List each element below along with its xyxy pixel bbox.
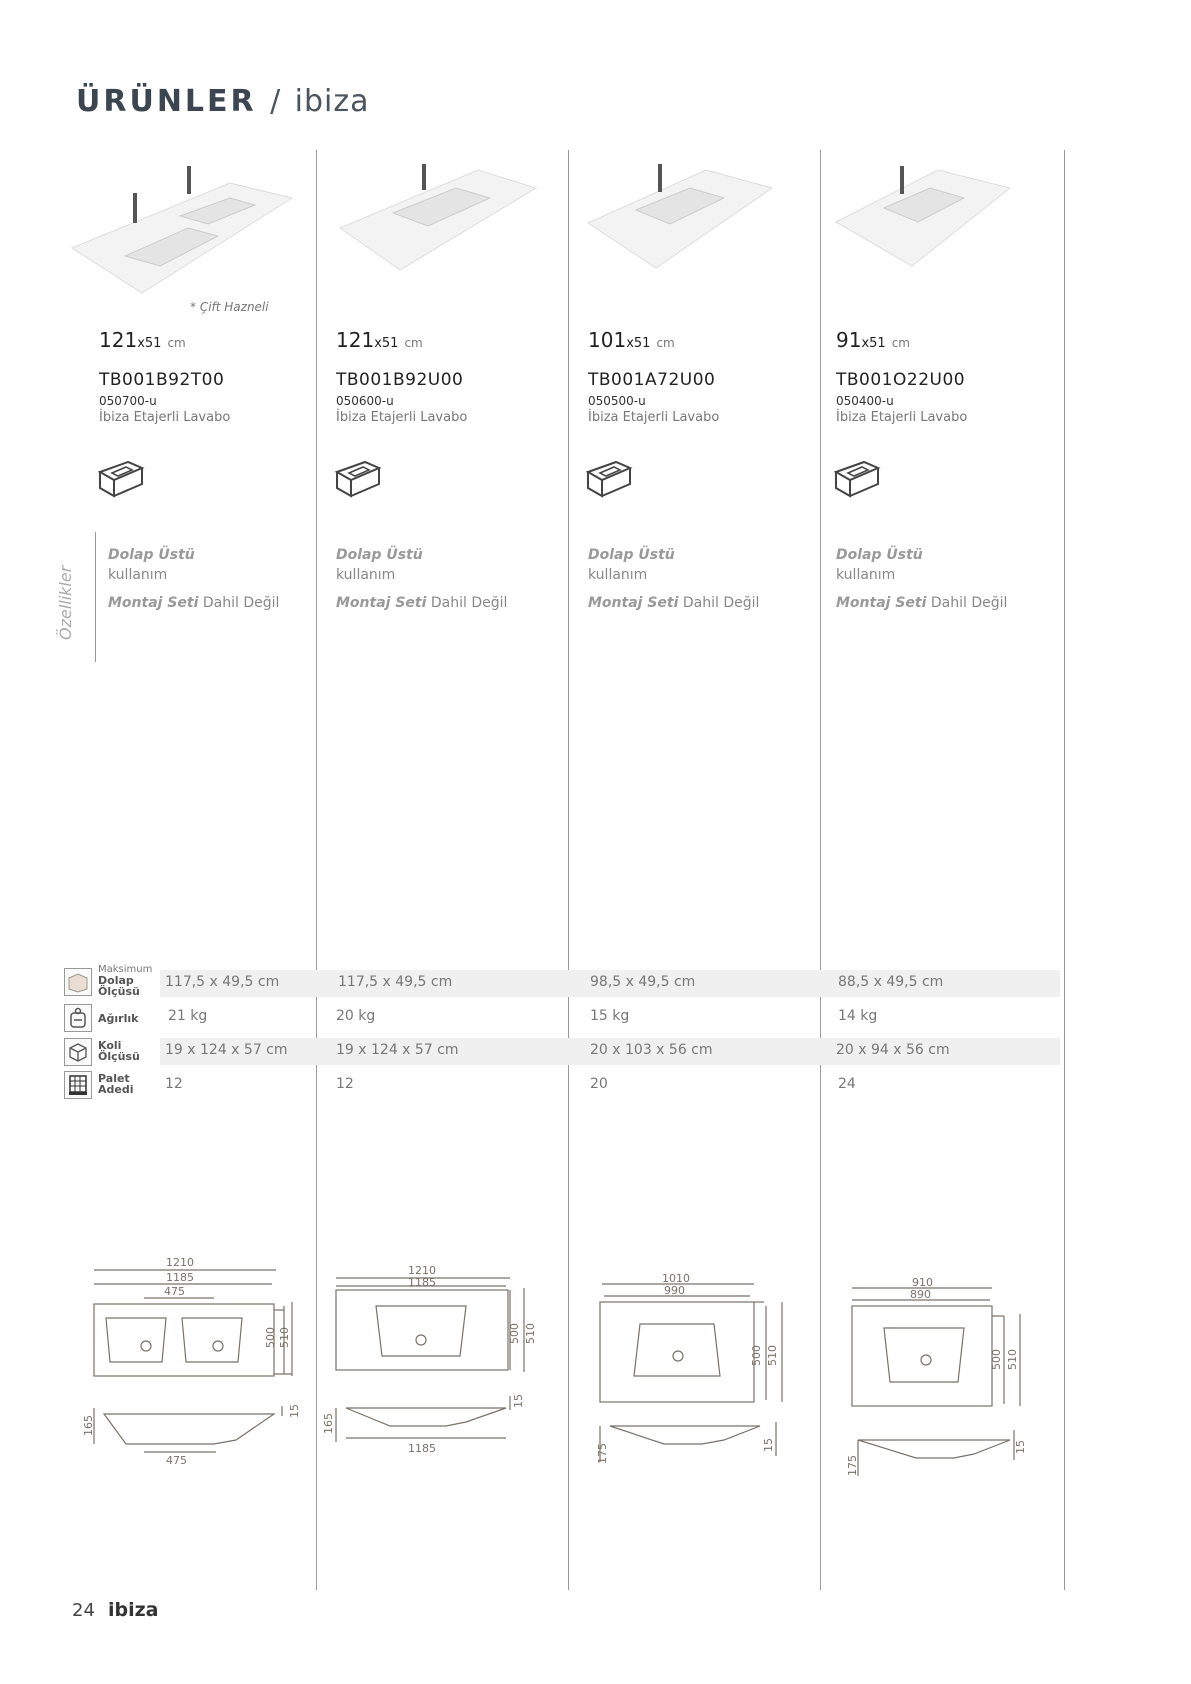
spec-label-weight: Ağırlık [98, 1012, 139, 1025]
pallet-icon [64, 1071, 92, 1099]
feature-3-rest-2: Dahil Değil [426, 595, 508, 611]
box-icon [64, 1038, 92, 1066]
drawing-bottom-1: 475 [166, 1454, 187, 1467]
spec-weight-3: 15 kg [590, 1008, 630, 1024]
spec-pallet-1: 12 [165, 1076, 183, 1092]
drawing-w-outer-4: 910 [912, 1276, 933, 1289]
drawing-w-outer-1: 1210 [166, 1256, 194, 1269]
product-size-small-2: x51 [374, 336, 399, 351]
drawing-thick-2: 15 [512, 1394, 525, 1408]
spec-weight-4: 14 kg [838, 1008, 878, 1024]
product-image-4 [834, 160, 1014, 280]
drawing-d-outer-4: 510 [1006, 1349, 1019, 1370]
feature-3-bold-4: Montaj Seti [836, 595, 927, 611]
drawing-w-outer-2: 1210 [408, 1264, 436, 1277]
product-code-4: TB001O22U00 [836, 370, 966, 390]
drawing-w-outer-3: 1010 [662, 1272, 690, 1285]
features-heading: Özellikler [56, 565, 75, 640]
product-size-unit-2: cm [404, 336, 423, 350]
spec-label-box-2: Ölçüsü [98, 1050, 140, 1063]
feature-3-bold-2: Montaj Seti [336, 595, 427, 611]
feature-2-2: kullanım [336, 567, 396, 583]
spec-label-cabinet-prefix: Maksimum [98, 964, 153, 975]
drawing-d-outer-3: 510 [766, 1345, 779, 1366]
cabinet-icon [834, 458, 880, 498]
title-sub: ibiza [294, 84, 370, 119]
feature-3-1 [108, 595, 279, 611]
drawing-w-inner-1: 1185 [166, 1271, 194, 1284]
page-title [76, 84, 370, 119]
drawing-thick-4: 15 [1014, 1440, 1027, 1454]
product-size-small-1: x51 [137, 336, 162, 351]
drawing-height-3: 175 [596, 1443, 609, 1464]
column-divider [1064, 150, 1065, 1590]
cabinet-icon [586, 458, 632, 498]
technical-drawing-2 [322, 1258, 546, 1488]
page-number: 24 [72, 1600, 95, 1621]
feature-1-3: Dolap Üstü [588, 547, 675, 563]
product-sku-2: 050600-u [336, 394, 394, 408]
column-divider [568, 150, 569, 1590]
cabinet-size-icon [64, 968, 92, 996]
feature-3-3 [588, 595, 759, 611]
product-size-1 [99, 328, 186, 352]
technical-drawing-3 [590, 1266, 800, 1486]
drawing-d-inner-3: 500 [750, 1345, 763, 1366]
product-size-4 [836, 328, 910, 352]
product-size-main-2: 121 [336, 328, 375, 352]
product-name-1: İbiza Etajerli Lavabo [99, 410, 231, 425]
product-name-4: İbiza Etajerli Lavabo [836, 410, 968, 425]
product-size-main-1: 121 [99, 328, 138, 352]
feature-3-bold-1: Montaj Seti [108, 595, 199, 611]
weight-icon [64, 1004, 92, 1032]
product-name-3: İbiza Etajerli Lavabo [588, 410, 720, 425]
feature-2-4: kullanım [836, 567, 896, 583]
spec-label-cabinet-2: Ölçüsü [98, 985, 140, 998]
product-size-small-3: x51 [626, 336, 651, 351]
drawing-d-outer-2: 510 [524, 1323, 537, 1344]
spec-cabinet-3: 98,5 x 49,5 cm [590, 974, 696, 990]
feature-3-rest-1: Dahil Değil [198, 595, 280, 611]
feature-3-2 [336, 595, 507, 611]
product-sku-4: 050400-u [836, 394, 894, 408]
column-divider [820, 150, 821, 1590]
spec-label-pallet-2: Adedi [98, 1083, 134, 1096]
spec-cabinet-4: 88,5 x 49,5 cm [838, 974, 944, 990]
product-size-main-4: 91 [836, 328, 862, 352]
product-code-2: TB001B92U00 [336, 370, 464, 390]
spec-label-cabinet [98, 964, 152, 997]
product-size-small-4: x51 [861, 336, 886, 351]
drawing-w-inner-2: 1185 [408, 1276, 436, 1289]
title-main: ÜRÜNLER [76, 84, 257, 119]
spec-box-4: 20 x 94 x 56 cm [836, 1042, 950, 1058]
feature-3-rest-3: Dahil Değil [678, 595, 760, 611]
product-sku-1: 050700-u [99, 394, 157, 408]
column-divider [316, 150, 317, 1590]
feature-2-1: kullanım [108, 567, 168, 583]
spec-box-1: 19 x 124 x 57 cm [165, 1042, 288, 1058]
spec-box-2: 19 x 124 x 57 cm [336, 1042, 459, 1058]
feature-1-2: Dolap Üstü [336, 547, 423, 563]
drawing-bottom-2: 1185 [408, 1442, 436, 1455]
drawing-d-inner-1: 500 [264, 1327, 277, 1348]
product-size-3 [588, 328, 675, 352]
spec-label-cabinet-1: Dolap [98, 974, 134, 987]
feature-3-4 [836, 595, 1007, 611]
spec-cabinet-2: 117,5 x 49,5 cm [338, 974, 453, 990]
drawing-height-1: 165 [82, 1415, 95, 1436]
feature-3-rest-4: Dahil Değil [926, 595, 1008, 611]
product-size-main-3: 101 [588, 328, 627, 352]
spec-label-box [98, 1040, 140, 1062]
product-image-1 [70, 158, 300, 298]
spec-weight-1: 21 kg [168, 1008, 208, 1024]
cabinet-icon [98, 458, 144, 498]
feature-1-1: Dolap Üstü [108, 547, 195, 563]
drawing-bowl-1: 475 [164, 1285, 185, 1298]
drawing-height-2: 165 [322, 1413, 335, 1434]
product-name-2: İbiza Etajerli Lavabo [336, 410, 468, 425]
spec-pallet-4: 24 [838, 1076, 856, 1092]
title-separator: / [270, 84, 282, 119]
features-divider [95, 532, 96, 662]
drawing-thick-3: 15 [762, 1438, 775, 1452]
product-sku-3: 050500-u [588, 394, 646, 408]
feature-2-3: kullanım [588, 567, 648, 583]
product-size-2 [336, 328, 423, 352]
product-size-unit-4: cm [891, 336, 910, 350]
product-code-3: TB001A72U00 [588, 370, 716, 390]
product-size-unit-3: cm [656, 336, 675, 350]
product-image-3 [586, 158, 776, 278]
spec-label-box-1: Koli [98, 1039, 122, 1052]
technical-drawing-1 [82, 1250, 306, 1490]
drawing-w-inner-3: 990 [664, 1284, 685, 1297]
spec-pallet-2: 12 [336, 1076, 354, 1092]
technical-drawing-4 [844, 1270, 1044, 1490]
drawing-w-inner-4: 890 [910, 1288, 931, 1301]
product-image-2 [338, 158, 538, 278]
spec-label-pallet-1: Palet [98, 1072, 130, 1085]
spec-box-3: 20 x 103 x 56 cm [590, 1042, 713, 1058]
drawing-d-outer-1: 510 [278, 1327, 291, 1348]
feature-1-4: Dolap Üstü [836, 547, 923, 563]
product-size-unit-1: cm [167, 336, 186, 350]
drawing-d-inner-2: 500 [508, 1323, 521, 1344]
drawing-thick-1: 15 [288, 1404, 301, 1418]
drawing-height-4: 175 [846, 1455, 859, 1476]
spec-pallet-3: 20 [590, 1076, 608, 1092]
spec-label-pallet [98, 1073, 134, 1095]
product-note-1: * Çift Hazneli [190, 300, 269, 314]
footer-brand: ibiza [108, 1599, 159, 1621]
spec-weight-2: 20 kg [336, 1008, 376, 1024]
product-code-1: TB001B92T00 [99, 370, 225, 390]
cabinet-icon [335, 458, 381, 498]
drawing-d-inner-4: 500 [990, 1349, 1003, 1370]
feature-3-bold-3: Montaj Seti [588, 595, 679, 611]
spec-cabinet-1: 117,5 x 49,5 cm [165, 974, 280, 990]
